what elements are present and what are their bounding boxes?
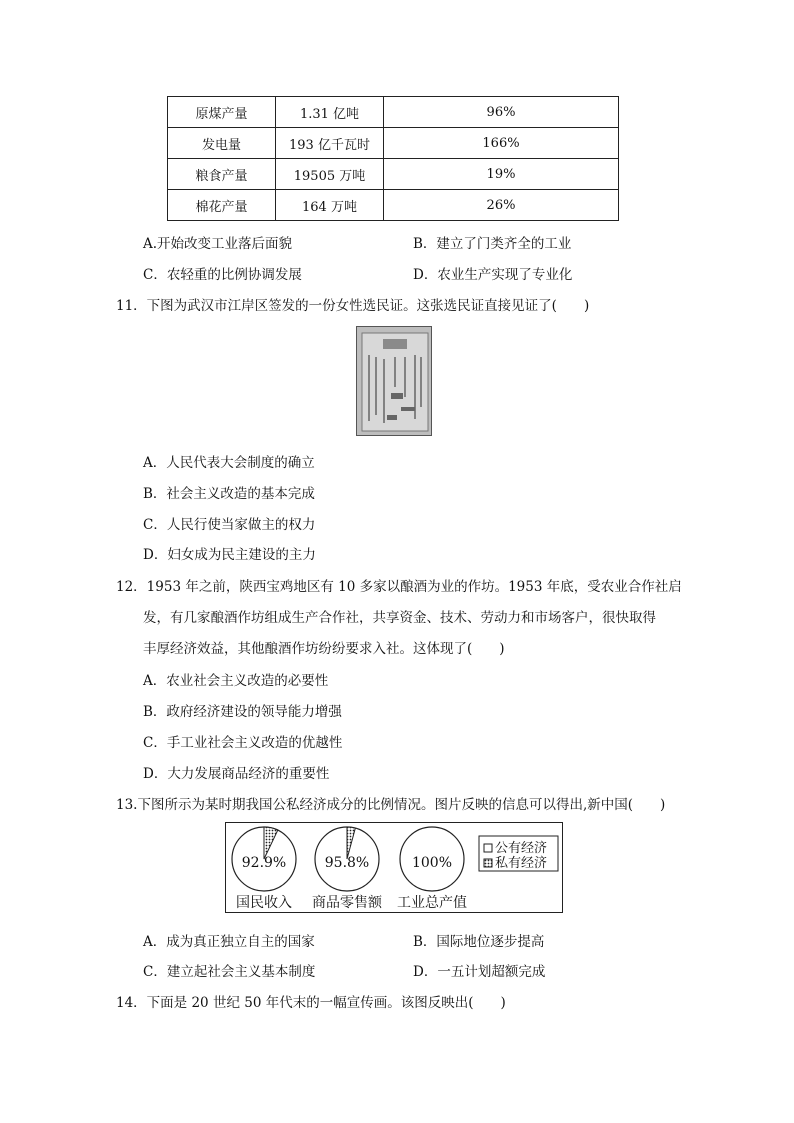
table-cell-output: 19505 万吨 [276,159,384,190]
q12-option-d: D．大力发展商品经济的重要性 [143,766,330,782]
q12-stem-line1: 12．1953 年之前，陕西宝鸡地区有 10 多家以酿酒为业的作坊。1953 年底，受农业合作社启 [116,579,682,595]
pie-value-label: 92.9% [241,855,287,871]
legend-swatch-private [484,859,492,867]
q11-option-b: B．社会主义改造的基本完成 [143,486,315,502]
pie-category-label: 工业总产值 [397,895,467,911]
q13-option-a: A．成为真正独立自主的国家 [143,934,315,950]
q13-option-d: D．一五计划超额完成 [413,964,546,980]
pie-chart-svg [226,823,562,912]
table-cell-output: 164 万吨 [276,190,384,221]
q10-option-c: C．农轻重的比例协调发展 [143,267,302,283]
pie-value-label: 95.8% [324,855,370,871]
table-cell-item: 棉花产量 [168,190,276,221]
table-row [168,97,619,128]
table-cell-item: 原煤产量 [168,97,276,128]
pie-category-label: 商品零售额 [312,895,382,911]
q11-option-c: C．人民行使当家做主的权力 [143,517,316,533]
legend-swatch-public [484,844,492,852]
table-cell-item: 粮食产量 [168,159,276,190]
table-cell-percent: 166% [384,128,619,159]
production-table [167,96,619,221]
q12-option-b: B．政府经济建设的领导能力增强 [143,704,342,720]
voter-certificate-graphic [357,327,432,436]
q11-option-d: D．妇女成为民主建设的主力 [143,547,316,563]
table-row [168,128,619,159]
voter-certificate-image [356,326,432,436]
q13-option-b: B．国际地位逐步提高 [413,934,545,950]
q10-option-a: A.开始改变工业落后面貌 [143,236,293,252]
q10-option-d: D．农业生产实现了专业化 [413,267,573,283]
pie-value-label: 100% [411,855,453,871]
table-cell-item: 发电量 [168,128,276,159]
q10-option-b: B．建立了门类齐全的工业 [413,236,572,252]
table-row [168,190,619,221]
table-cell-percent: 26% [384,190,619,221]
table-cell-percent: 96% [384,97,619,128]
table-cell-percent: 19% [384,159,619,190]
table-row [168,159,619,190]
q13-stem: 13.下图所示为某时期我国公私经济成分的比例情况。图片反映的信息可以得出,新中国( ) [116,797,666,813]
table-cell-output: 193 亿千瓦时 [276,128,384,159]
q14-stem: 14．下面是 20 世纪 50 年代末的一幅宣传画。该图反映出( ) [116,995,506,1011]
table-cell-output: 1.31 亿吨 [276,97,384,128]
q13-option-c: C．建立起社会主义基本制度 [143,964,316,980]
ownership-pie-chart [225,822,563,913]
q11-stem: 11．下图为武汉市江岸区签发的一份女性选民证。这张选民证直接见证了( ) [116,298,590,314]
q11-option-a: A．人民代表大会制度的确立 [143,455,315,471]
q12-option-c: C．手工业社会主义改造的优越性 [143,735,343,751]
q12-option-a: A．农业社会主义改造的必要性 [143,673,329,689]
pie-category-label: 国民收入 [236,895,292,911]
legend-label-public: 公有经济 [495,841,548,856]
q12-stem-line2: 发，有几家酿酒作坊组成生产合作社，共享资金、技术、劳动力和市场客户，很快取得 [143,610,656,626]
q12-stem-line3: 丰厚经济效益，其他酿酒作坊纷纷要求入社。这体现了( ) [143,641,505,657]
chart-legend [479,836,558,871]
legend-label-private: 私有经济 [495,856,548,871]
